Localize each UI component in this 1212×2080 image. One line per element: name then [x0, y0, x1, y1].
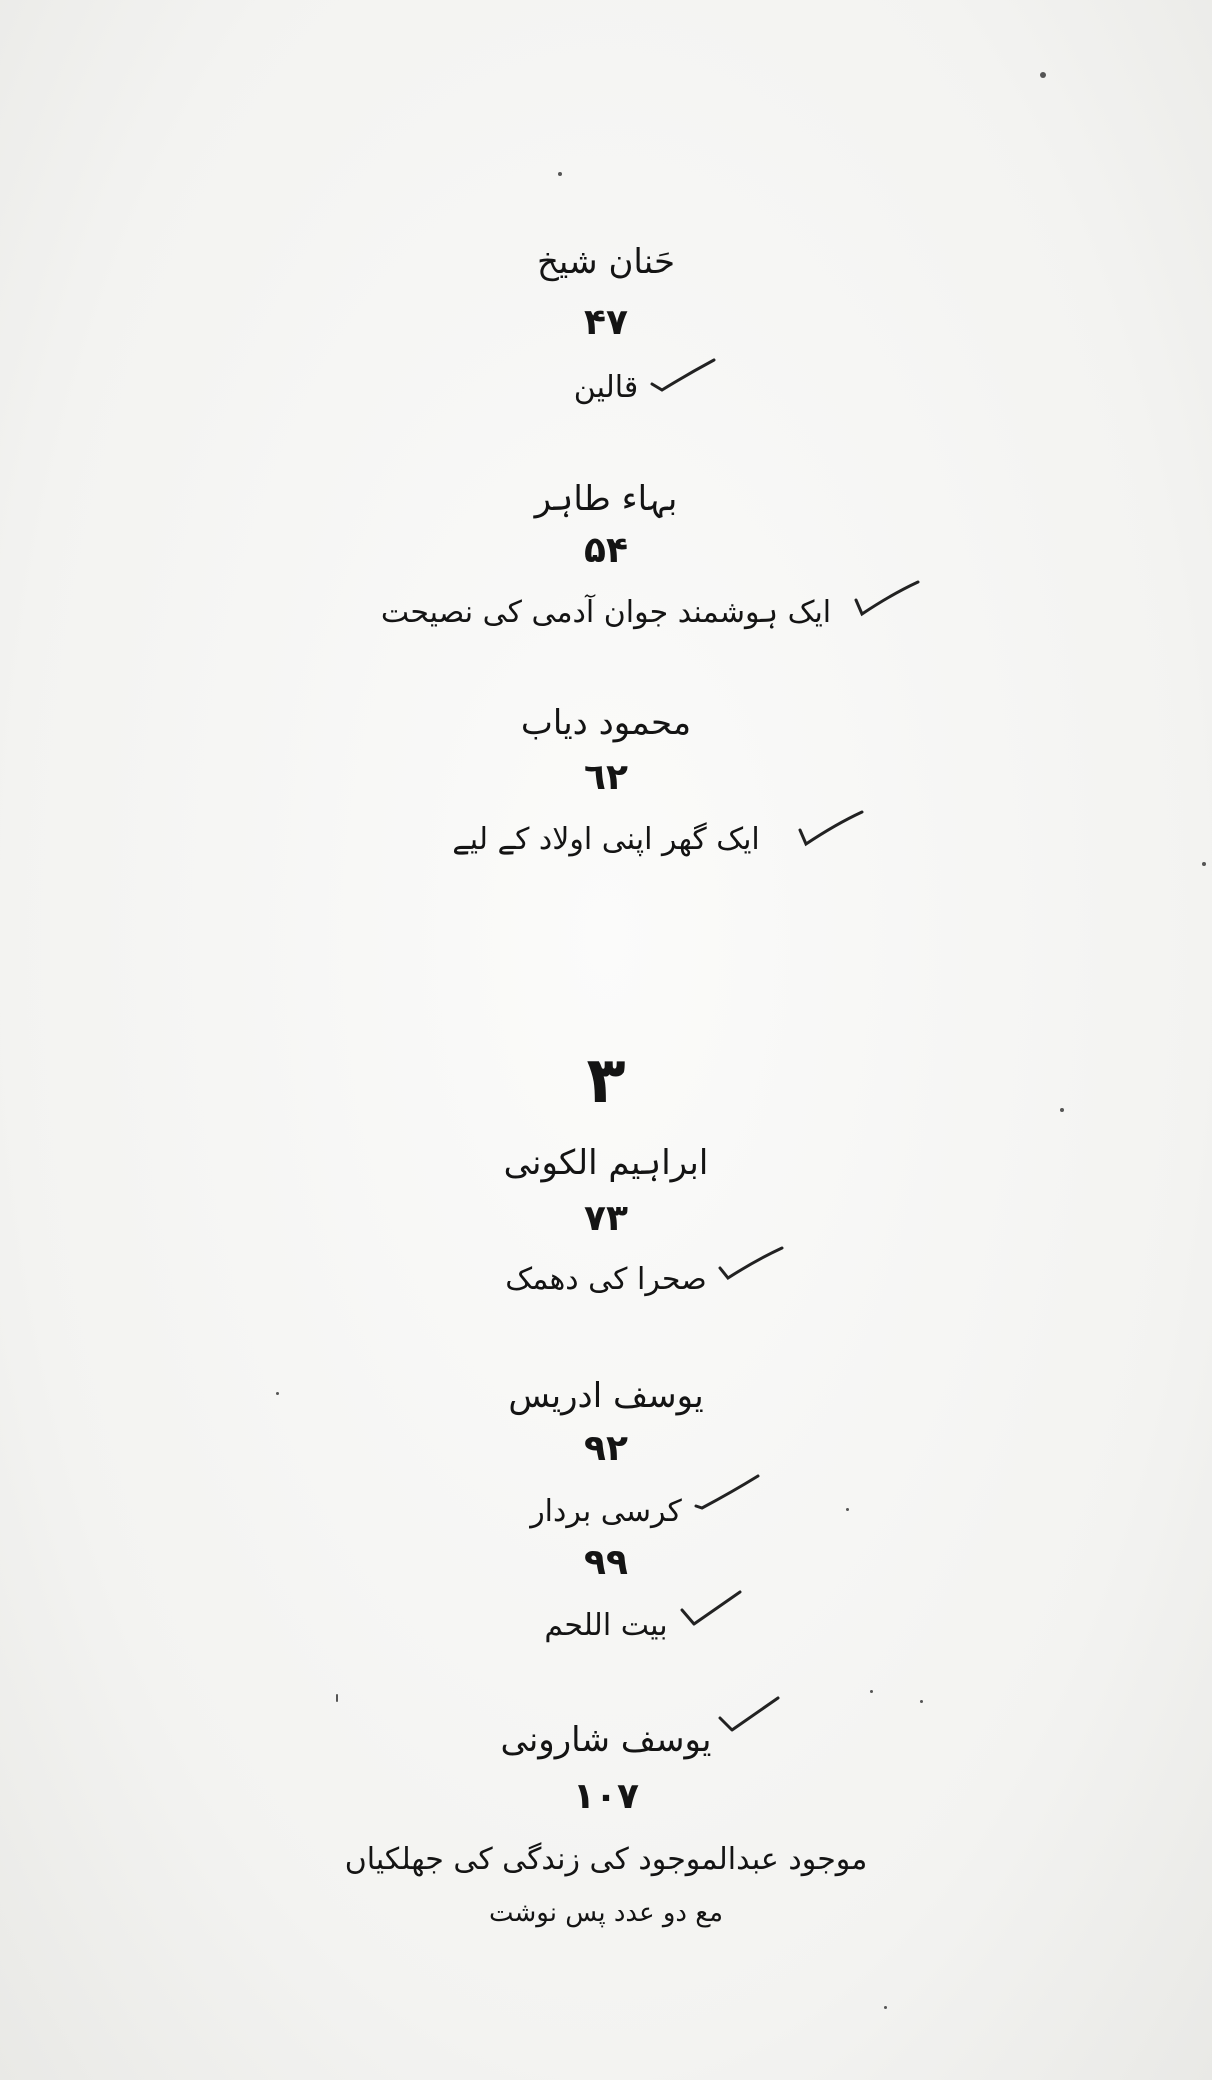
story-title: قالین: [573, 370, 639, 405]
story-title: ایک ہوشمند جوان آدمی کی نصیحت: [380, 595, 832, 630]
scan-speck: [276, 1392, 279, 1395]
page-number: ٩٢: [584, 1428, 628, 1469]
story-title: موجود عبدالموجود کی زندگی کی جھلکیاں: [344, 1842, 868, 1877]
scan-speck: [884, 2006, 887, 2009]
checkmark-icon: [852, 578, 922, 618]
checkmark-icon: [796, 808, 866, 848]
scan-speck: [558, 172, 562, 176]
scan-speck: [1202, 862, 1206, 866]
scan-speck: [1040, 72, 1046, 78]
checkmark-icon: [714, 1694, 784, 1734]
author-name: حَنان شیخ: [536, 242, 676, 282]
scan-speck: [846, 1508, 849, 1511]
scan-speck: [920, 1700, 923, 1703]
checkmark-icon: [676, 1588, 746, 1628]
page-number: ۵۴: [584, 530, 628, 571]
scan-speck: [1060, 1108, 1064, 1112]
page-number: ٩٩: [584, 1542, 628, 1583]
page-number: ٦٢: [584, 757, 628, 798]
page-number: ١٠۷: [573, 1776, 639, 1817]
story-title: صحرا کی دھمک: [505, 1262, 707, 1297]
checkmark-icon: [716, 1244, 786, 1284]
story-title: بیت اللحم: [544, 1608, 668, 1643]
checkmark-icon: [648, 356, 718, 396]
author-name: یوسف ادریس: [508, 1376, 704, 1416]
author-name: ابراہیم الکونی: [503, 1143, 709, 1183]
author-name: محمود دیاب: [520, 703, 692, 743]
page-number: ۷٣: [584, 1198, 628, 1239]
story-subtitle: مع دو عدد پس نوشت: [488, 1898, 724, 1928]
section-number: ٣: [586, 1044, 626, 1118]
author-name: بہاء طاہر: [534, 479, 678, 519]
page-number: ۴۷: [584, 302, 628, 343]
author-name: یوسف شارونی: [500, 1720, 712, 1760]
checkmark-icon: [692, 1472, 762, 1512]
story-title: کرسی بردار: [530, 1494, 682, 1529]
story-title: ایک گھر اپنی اولاد کے لیے: [452, 822, 760, 857]
scan-speck: [336, 1694, 338, 1702]
scan-speck: [870, 1690, 873, 1693]
